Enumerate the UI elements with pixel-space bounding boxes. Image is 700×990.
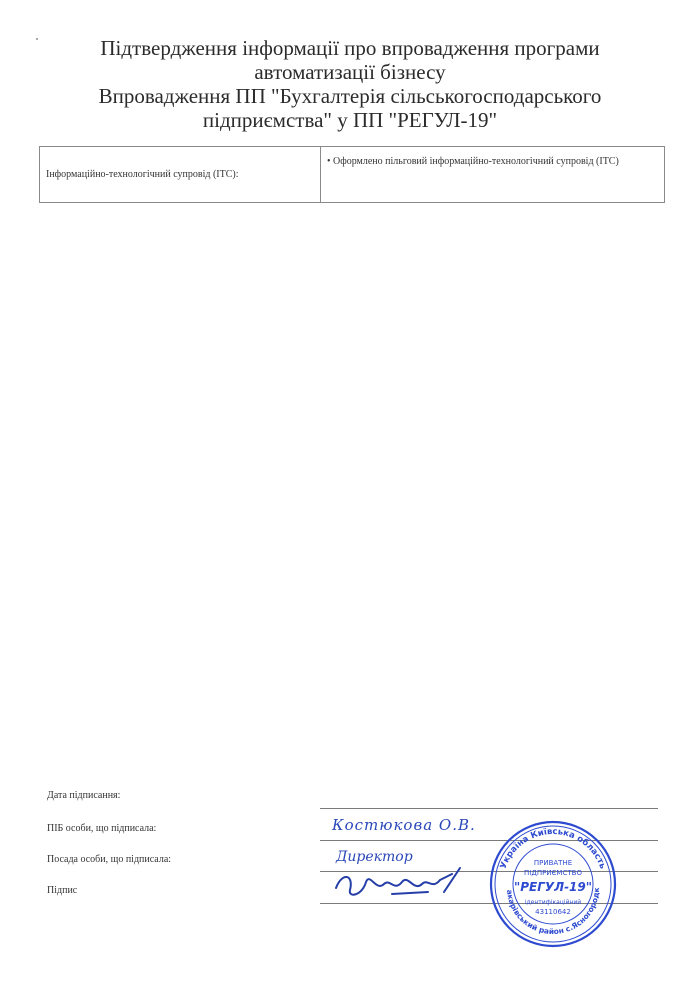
company-stamp — [487, 818, 619, 950]
info-table — [39, 146, 665, 203]
title-line-3: Впровадження ПП "Бухгалтерія сільськогосподарського — [98, 84, 602, 108]
stamp-line-2: ПІДПРИЄМСТВО — [524, 869, 582, 877]
stamp-line-1: ПРИВАТНЕ — [533, 859, 573, 867]
stamp-outer-text: Україна Київська область — [498, 826, 608, 871]
signature-scribble — [332, 862, 472, 902]
date-line — [320, 808, 658, 809]
date-label: Дата підписання: — [47, 790, 121, 801]
name-label: ПІБ особи, що підписала: — [47, 823, 157, 834]
title-line-2: автоматизації бізнесу — [254, 60, 446, 84]
title-line-1: Підтвердження інформації про впровадження програми — [100, 36, 600, 60]
signature-icon — [332, 862, 472, 902]
handwritten-name: Костюкова О.В. — [332, 816, 476, 834]
position-label: Посада особи, що підписала: — [47, 854, 172, 865]
document-title — [40, 36, 660, 132]
scan-speck — [36, 38, 38, 40]
handwritten-position: Директор — [336, 849, 413, 865]
stamp-bottom-text: акарівський район с.Ясногородк — [504, 887, 602, 937]
signature-label: Підпис — [47, 885, 78, 896]
table-row — [40, 147, 665, 203]
stamp-company-name: "РЕГУЛ-19" — [513, 880, 593, 894]
title-line-4: підприємства" у ПП "РЕГУЛ-19" — [202, 108, 498, 132]
stamp-seal-icon — [487, 818, 619, 950]
its-value: • Оформлено пільговий інформаційно-технологічний супровід (ІТС) — [321, 147, 665, 203]
its-label: Інформаційно-технологічний супровід (ІТС): — [40, 147, 321, 203]
stamp-code-label: ідентифікаційний — [524, 899, 582, 906]
stamp-code: 43110642 — [535, 908, 571, 916]
